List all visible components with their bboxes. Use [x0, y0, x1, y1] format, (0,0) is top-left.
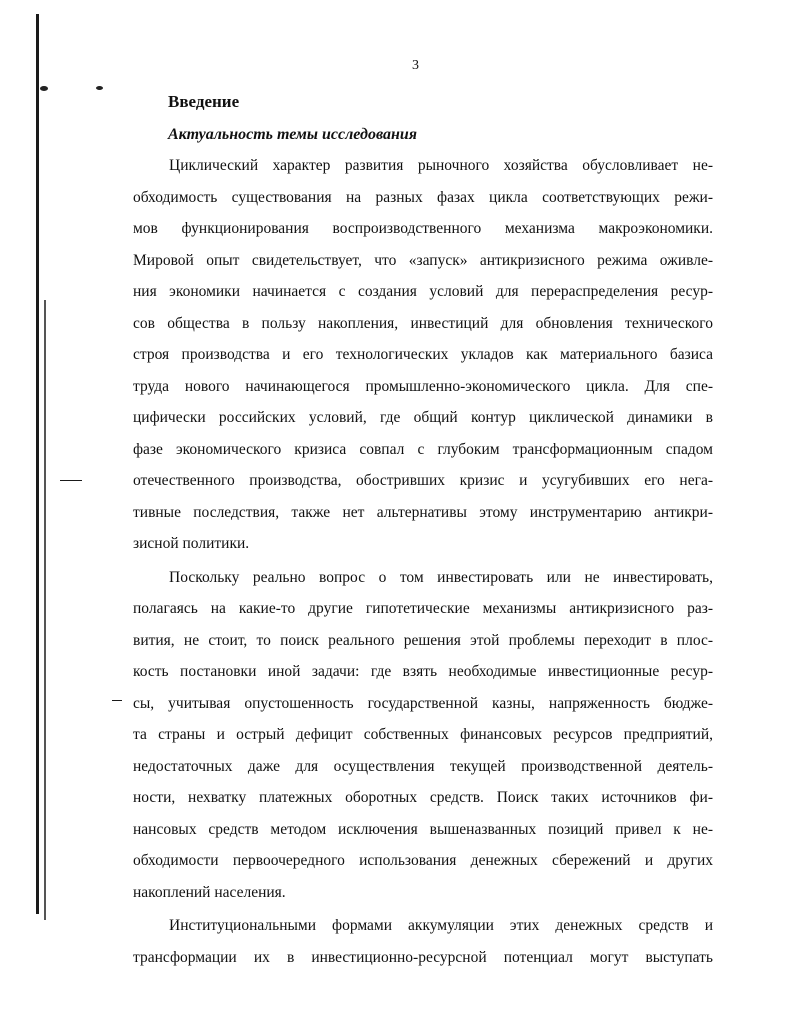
text-line: цифически российских условий, где общий контур циклической динамики в	[133, 409, 713, 426]
scan-speck	[40, 86, 48, 91]
text-line: обходимость существования на разных фазах цикла соответствующих режи-	[133, 189, 713, 206]
text-line: ния экономики начинается с создания условий для перераспределения ресур-	[133, 283, 713, 300]
text-line: ности, нехватку платежных оборотных средств. Поиск таких источников фи-	[133, 789, 713, 806]
text-line: Циклический характер развития рыночного хозяйства обусловливает не-	[169, 157, 713, 174]
text-line: нансовых средств методом исключения вышеназванных позиций привел к не-	[133, 821, 713, 838]
page-number: 3	[412, 58, 419, 73]
text-line: Институциональными формами аккумуляции этих денежных средств и	[169, 917, 713, 934]
text-line: трансформации их в инвестиционно-ресурсной потенциал могут выступать	[133, 949, 713, 966]
text-line: кость постановки иной задачи: где взять необходимые инвестиционные ресур-	[133, 663, 713, 680]
text-line: полагаясь на какие-то другие гипотетические механизмы антикризисного раз-	[133, 600, 713, 617]
section-title: Введение	[168, 92, 240, 111]
scan-mark	[60, 480, 82, 481]
text-line: сы, учитывая опустошенность государственной казны, напряженность бюдже-	[133, 695, 713, 712]
text-line: та страны и острый дефицит собственных финансовых ресурсов предприятий,	[133, 726, 713, 743]
text-line: недостаточных даже для осуществления текущей производственной деятель-	[133, 758, 713, 775]
scan-speck	[96, 86, 103, 90]
text-line: обходимости первоочередного использования денежных сбережений и других	[133, 852, 713, 869]
text-line: фазе экономического кризиса совпал с глубоким трансформационным спадом	[133, 441, 713, 458]
scan-mark	[112, 700, 122, 701]
text-line: зисной политики.	[133, 535, 250, 552]
text-line: строя производства и его технологических укладов как материального базиса	[133, 346, 713, 363]
text-line: тивные последствия, также нет альтернативы этому инструментарию антикри-	[133, 504, 713, 521]
scan-binding-shadow	[44, 300, 46, 920]
text-line: труда нового начинающегося промышленно-экономического цикла. Для спе-	[133, 378, 713, 395]
text-line: накоплений населения.	[133, 884, 286, 901]
text-line: сов общества в пользу накопления, инвестиций для обновления технического	[133, 315, 713, 332]
text-line: мов функционирования воспроизводственного механизма макроэкономики.	[133, 220, 713, 237]
text-line: Мировой опыт свидетельствует, что «запуск» антикризисного режима оживле-	[133, 252, 713, 269]
text-line: вития, не стоит, то поиск реального решения этой проблемы переходит в плос-	[133, 632, 713, 649]
text-line: отечественного производства, обостривших кризис и усугубивших его нега-	[133, 472, 713, 489]
subsection-title: Актуальность темы исследования	[168, 126, 417, 143]
text-line: Поскольку реально вопрос о том инвестировать или не инвестировать,	[169, 569, 713, 586]
scan-binding-edge	[36, 14, 39, 914]
